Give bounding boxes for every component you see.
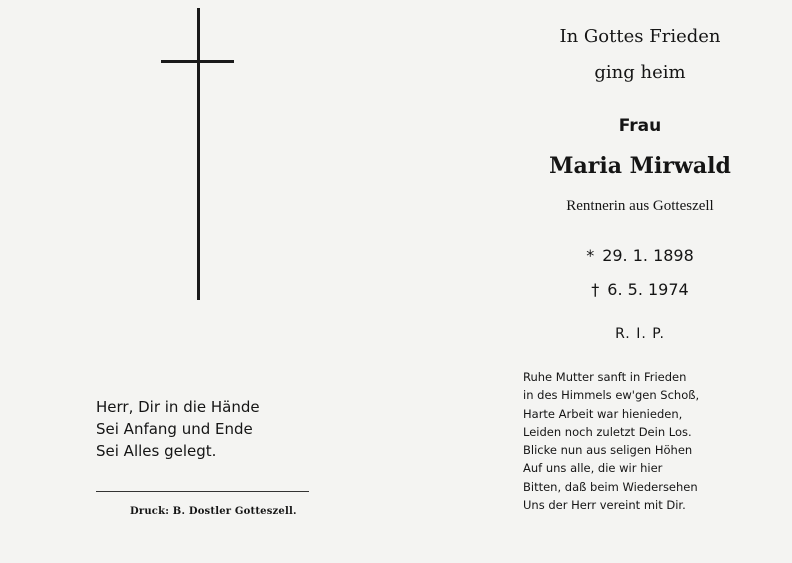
poem-line: Uns der Herr vereint mit Dir. xyxy=(523,498,686,513)
birth-star-icon: * xyxy=(586,246,595,265)
rip-text: R. I. P. xyxy=(615,326,665,342)
prayer-line: Sei Alles gelegt. xyxy=(96,442,217,460)
death-dagger-icon: † xyxy=(591,280,600,299)
birth-date: 29. 1. 1898 xyxy=(602,246,694,265)
poem-line: Ruhe Mutter sanft in Frieden xyxy=(523,370,687,384)
header-line-2: ging heim xyxy=(594,62,686,83)
person-title: Frau xyxy=(618,116,662,136)
birth-date-line xyxy=(500,246,780,265)
poem-line: Auf uns alle, die wir hier xyxy=(523,461,663,476)
cross-icon-horizontal xyxy=(161,60,234,63)
prayer-line: Sei Anfang und Ende xyxy=(96,420,253,438)
person-occupation: Rentnerin aus Gotteszell xyxy=(566,198,714,214)
cross-icon-vertical xyxy=(197,8,200,300)
printer-credit: Druck: B. Dostler Gotteszell. xyxy=(130,506,297,517)
poem-line: Blicke nun aus seligen Höhen xyxy=(523,443,693,458)
person-name: Maria Mirwald xyxy=(549,153,731,179)
death-date-line xyxy=(500,280,780,299)
prayer-line: Herr, Dir in die Hände xyxy=(96,398,260,416)
header-line-1: In Gottes Frieden xyxy=(559,26,721,47)
prayer-text xyxy=(96,396,260,462)
poem-line: Harte Arbeit war hienieden, xyxy=(523,406,683,421)
poem-line: Leiden noch zuletzt Dein Los. xyxy=(523,424,692,439)
death-date: 6. 5. 1974 xyxy=(607,280,689,299)
poem-text xyxy=(523,368,699,514)
divider-line xyxy=(96,491,309,492)
poem-line: Bitten, daß beim Wiedersehen xyxy=(523,479,698,494)
poem-line: in des Himmels ew'gen Schoß, xyxy=(523,388,700,403)
